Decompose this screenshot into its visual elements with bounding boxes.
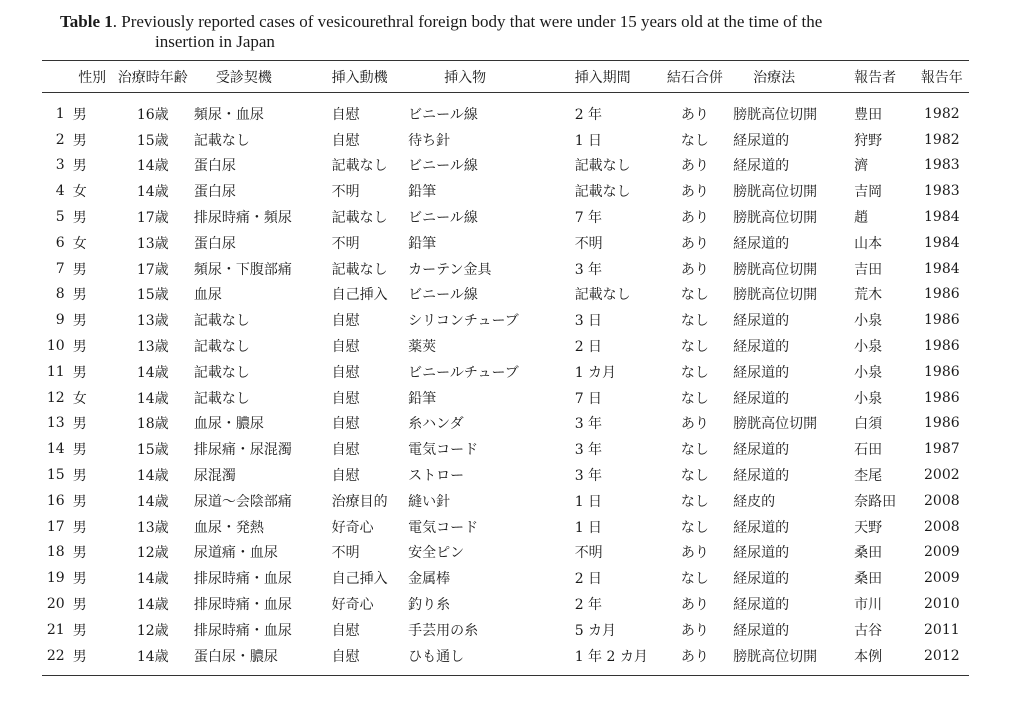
table-row — [42, 617, 969, 643]
cell-sex: 男 — [72, 364, 87, 381]
cell-no: 16 — [46, 492, 65, 509]
cell-object: 糸ハンダ — [408, 416, 464, 433]
cell-stone: なし — [680, 339, 709, 356]
cell-no: 10 — [46, 338, 65, 355]
caption-text: . Previously reported cases of vesicourethral foreign body that were under 15 years old at the time of the — [112, 12, 823, 31]
table-row — [42, 643, 969, 675]
table-row — [42, 436, 969, 462]
cell-reporter: 小泉 — [854, 390, 883, 407]
cell-stone: あり — [680, 235, 709, 252]
table-row — [42, 282, 969, 308]
cell-object: カーテン金具 — [408, 261, 492, 278]
cell-reason: 血尿・発熱 — [193, 519, 264, 536]
cell-no: 4 — [55, 183, 65, 200]
header-period: 挿入期間 — [574, 69, 631, 86]
cell-year: 1986 — [924, 363, 960, 380]
cell-period: 記載なし — [574, 287, 631, 304]
cell-reporter: 天野 — [854, 519, 883, 536]
cell-period: 2 年 — [574, 597, 603, 614]
cell-year: 2011 — [924, 621, 960, 638]
cell-reporter: 奈路田 — [854, 493, 897, 510]
table-header — [42, 61, 969, 93]
cell-reporter: 小泉 — [854, 339, 883, 356]
cell-stone: あり — [680, 261, 709, 278]
cell-reason: 頻尿・血尿 — [193, 106, 264, 123]
cell-motive: 自慰 — [331, 468, 360, 485]
cell-age: 16歳 — [136, 106, 169, 123]
cell-treatment: 経尿道的 — [733, 364, 790, 381]
table-row — [42, 204, 969, 230]
cell-sex: 男 — [72, 339, 87, 356]
cell-stone: なし — [680, 468, 709, 485]
cell-year: 1986 — [924, 415, 960, 432]
cell-treatment: 経尿道的 — [733, 519, 790, 536]
cell-sex: 男 — [72, 210, 87, 227]
cell-reason: 尿道痛・血尿 — [193, 545, 278, 562]
cell-sex: 男 — [72, 622, 87, 639]
cell-motive: 自己挿入 — [331, 571, 388, 588]
cell-age: 14歳 — [136, 648, 169, 665]
cell-motive: 自慰 — [331, 313, 360, 330]
table-row — [42, 462, 969, 488]
cell-motive: 自慰 — [331, 390, 360, 407]
cell-object: シリコンチューブ — [408, 313, 519, 330]
cell-period: 3 年 — [574, 468, 603, 485]
cell-year: 1984 — [924, 260, 960, 277]
cell-object: 釣り糸 — [408, 597, 451, 614]
cell-object: 安全ピン — [408, 545, 465, 562]
cell-period: 1 カ月 — [574, 364, 617, 381]
cell-year: 1987 — [924, 441, 960, 458]
table-label: Table 1 — [60, 12, 113, 31]
cell-object: 鉛筆 — [408, 184, 437, 201]
cell-stone: なし — [680, 313, 709, 330]
cell-no: 7 — [55, 260, 65, 277]
cell-sex: 男 — [72, 519, 87, 536]
cell-age: 14歳 — [136, 364, 169, 381]
cell-no: 3 — [55, 157, 65, 174]
cell-treatment: 経尿道的 — [733, 597, 790, 614]
cell-period: 不明 — [574, 235, 603, 252]
cell-period: 1 日 — [574, 519, 603, 536]
cell-object: 鉛筆 — [408, 235, 437, 252]
cell-motive: 不明 — [331, 235, 360, 252]
cell-treatment: 経尿道的 — [733, 390, 790, 407]
table-row — [42, 178, 969, 204]
cell-treatment: 膀胱高位切開 — [733, 261, 818, 278]
table-row — [42, 385, 969, 411]
cell-treatment: 膀胱高位切開 — [733, 184, 818, 201]
cell-motive: 記載なし — [331, 158, 388, 175]
cell-year: 2009 — [924, 570, 960, 587]
cell-reason: 排尿時痛・血尿 — [193, 622, 292, 639]
cell-treatment: 膀胱高位切開 — [733, 648, 818, 665]
cell-age: 15歳 — [136, 442, 169, 459]
cell-stone: あり — [680, 158, 709, 175]
cell-reporter: 荒木 — [854, 287, 883, 304]
cell-sex: 男 — [72, 493, 87, 510]
cell-object: ひも通し — [408, 648, 465, 665]
cell-object: ビニール線 — [408, 106, 478, 123]
cell-year: 1984 — [924, 234, 960, 251]
cell-object: 縫い針 — [408, 493, 451, 510]
cell-period: 1 年 2 カ月 — [574, 648, 648, 665]
cell-reason: 排尿時痛・血尿 — [193, 571, 292, 588]
table-row — [42, 307, 969, 333]
cell-no: 20 — [46, 596, 65, 613]
cell-object: 鉛筆 — [408, 390, 437, 407]
cell-motive: 自慰 — [331, 622, 360, 639]
cell-year: 2012 — [924, 647, 960, 664]
cell-treatment: 経尿道的 — [733, 442, 790, 459]
cell-period: 7 年 — [574, 210, 603, 227]
cell-period: 1 日 — [574, 493, 603, 510]
cell-reason: 血尿・膿尿 — [193, 416, 264, 433]
table-row — [42, 256, 969, 282]
table-row — [42, 565, 969, 591]
table-row — [42, 514, 969, 540]
cell-sex: 男 — [72, 571, 87, 588]
cell-no: 15 — [46, 467, 65, 484]
cell-treatment: 経尿道的 — [733, 339, 790, 356]
cell-no: 1 — [55, 105, 65, 122]
cell-age: 14歳 — [136, 158, 169, 175]
cell-reporter: 山本 — [854, 235, 883, 252]
cell-reporter: 趙 — [854, 210, 869, 227]
cell-no: 9 — [55, 312, 65, 329]
cell-reporter: 桑田 — [854, 545, 883, 562]
cell-stone: あり — [680, 545, 709, 562]
caption-text-continued: insertion in Japan — [155, 32, 275, 51]
cell-reporter: 市川 — [854, 597, 883, 614]
cell-treatment: 膀胱高位切開 — [733, 210, 818, 227]
cell-period: 3 年 — [574, 442, 603, 459]
cell-no: 17 — [46, 518, 65, 535]
header-treatment: 治療法 — [753, 69, 796, 86]
cell-age: 14歳 — [136, 390, 169, 407]
cell-reason: 排尿痛・尿混濁 — [193, 442, 292, 459]
cell-sex: 男 — [72, 416, 87, 433]
cell-reporter: 豊田 — [854, 106, 883, 123]
cell-sex: 女 — [72, 235, 87, 252]
cell-period: 2 日 — [574, 339, 603, 356]
cell-treatment: 膀胱高位切開 — [733, 287, 818, 304]
cell-period: 記載なし — [574, 158, 631, 175]
cell-year: 1986 — [924, 312, 960, 329]
cell-year: 2008 — [924, 518, 960, 535]
cell-year: 1986 — [924, 286, 960, 303]
cell-stone: なし — [680, 132, 709, 149]
cell-age: 12歳 — [136, 622, 169, 639]
cell-stone: なし — [680, 364, 709, 381]
cell-no: 22 — [46, 647, 65, 664]
table-row — [42, 540, 969, 566]
cell-reporter: 杢尾 — [854, 468, 883, 485]
cell-stone: あり — [680, 184, 709, 201]
cell-period: 記載なし — [574, 184, 631, 201]
cell-treatment: 経尿道的 — [733, 545, 790, 562]
cell-no: 5 — [55, 209, 65, 226]
header-reason: 受診契機 — [215, 69, 272, 86]
cell-treatment: 経尿道的 — [733, 158, 790, 175]
cell-sex: 男 — [72, 468, 87, 485]
cell-sex: 男 — [72, 313, 87, 330]
cell-stone: なし — [680, 493, 709, 510]
cell-period: 3 年 — [574, 261, 603, 278]
cell-reason: 記載なし — [193, 132, 250, 149]
header-motive: 挿入動機 — [331, 69, 388, 86]
cell-year: 1986 — [924, 389, 960, 406]
cell-object: ビニール線 — [408, 210, 478, 227]
cell-no: 12 — [46, 389, 65, 406]
cell-age: 14歳 — [136, 597, 169, 614]
cell-treatment: 経尿道的 — [733, 313, 790, 330]
table-row — [42, 153, 969, 179]
cell-no: 8 — [55, 286, 65, 303]
cell-motive: 自慰 — [331, 106, 360, 123]
header-reporter: 報告者 — [854, 69, 897, 86]
cell-object: ストロー — [408, 468, 465, 485]
cell-sex: 男 — [72, 132, 87, 149]
cell-reason: 血尿 — [193, 287, 222, 304]
cell-age: 17歳 — [136, 261, 169, 278]
cell-year: 1983 — [924, 157, 960, 174]
cell-object: 金属棒 — [408, 571, 451, 588]
cell-reason: 蛋白尿 — [193, 184, 236, 201]
header-no — [42, 61, 71, 93]
cell-stone: なし — [680, 519, 709, 536]
cell-no: 6 — [55, 234, 65, 251]
cell-motive: 自慰 — [331, 339, 360, 356]
cell-age: 14歳 — [136, 493, 169, 510]
cell-reason: 記載なし — [193, 364, 250, 381]
cell-no: 13 — [46, 415, 65, 432]
cell-motive: 自慰 — [331, 132, 360, 149]
cell-treatment: 経尿道的 — [733, 132, 790, 149]
table-row — [42, 333, 969, 359]
cell-period: 5 カ月 — [574, 622, 617, 639]
cell-motive: 自慰 — [331, 416, 360, 433]
cell-motive: 好奇心 — [331, 519, 374, 536]
cell-no: 2 — [55, 131, 65, 148]
cell-year: 1982 — [924, 105, 960, 122]
cell-no: 19 — [46, 570, 65, 587]
cell-motive: 好奇心 — [331, 597, 374, 614]
header-age: 治療時年齢 — [117, 69, 188, 86]
cell-motive: 自己挿入 — [331, 287, 388, 304]
table-row — [42, 127, 969, 153]
cell-period: 7 日 — [574, 390, 603, 407]
cell-treatment: 経皮的 — [733, 493, 776, 510]
cell-motive: 記載なし — [331, 261, 388, 278]
cell-reporter: 小泉 — [854, 364, 883, 381]
cell-object: 電気コード — [408, 519, 479, 536]
cell-reporter: 本例 — [854, 648, 883, 665]
header-object: 挿入物 — [444, 69, 487, 86]
cell-reason: 記載なし — [193, 339, 250, 356]
cell-object: 薬莢 — [408, 339, 437, 356]
header-year: 報告年 — [920, 69, 963, 86]
cell-period: 2 年 — [574, 106, 603, 123]
cell-reporter: 白須 — [854, 416, 883, 433]
cell-period: 2 日 — [574, 571, 603, 588]
cell-motive: 自慰 — [331, 648, 360, 665]
cell-no: 11 — [46, 363, 65, 380]
cell-treatment: 経尿道的 — [733, 468, 790, 485]
cell-year: 2008 — [924, 492, 960, 509]
cell-year: 2002 — [924, 467, 960, 484]
cell-reason: 尿道～会陰部痛 — [193, 493, 292, 510]
cell-motive: 不明 — [331, 545, 360, 562]
cell-stone: あり — [680, 648, 709, 665]
cell-stone: あり — [680, 597, 709, 614]
table-row — [42, 359, 969, 385]
table-row — [42, 230, 969, 256]
cell-age: 13歳 — [136, 235, 169, 252]
cell-reporter: 小泉 — [854, 313, 883, 330]
cell-reporter: 吉岡 — [854, 184, 883, 201]
cell-reporter: 石田 — [854, 442, 883, 459]
cell-age: 13歳 — [136, 519, 169, 536]
cell-treatment: 経尿道的 — [733, 571, 790, 588]
cell-sex: 女 — [72, 184, 87, 201]
cell-treatment: 経尿道的 — [733, 622, 790, 639]
table-row — [42, 488, 969, 514]
cell-period: 1 日 — [574, 132, 603, 149]
cell-year: 2010 — [924, 596, 960, 613]
cell-reason: 蛋白尿 — [193, 158, 236, 175]
cell-reporter: 古谷 — [854, 622, 883, 639]
cell-object: 待ち針 — [408, 132, 451, 149]
cell-reason: 排尿時痛・血尿 — [193, 597, 292, 614]
cell-object: ビニールチューブ — [408, 364, 519, 381]
cell-age: 14歳 — [136, 184, 169, 201]
cell-age: 15歳 — [136, 132, 169, 149]
cell-age: 18歳 — [136, 416, 169, 433]
table-caption — [60, 12, 960, 52]
cell-reporter: 吉田 — [854, 261, 883, 278]
cell-stone: あり — [680, 416, 709, 433]
cell-reason: 排尿時痛・頻尿 — [193, 210, 292, 227]
cell-sex: 男 — [72, 106, 87, 123]
cell-reporter: 濟 — [854, 158, 869, 175]
cell-sex: 男 — [72, 648, 87, 665]
table-row — [42, 93, 969, 127]
cell-reporter: 狩野 — [854, 132, 883, 149]
cell-no: 14 — [46, 441, 65, 458]
cell-reason: 記載なし — [193, 313, 250, 330]
cell-sex: 男 — [72, 442, 87, 459]
cell-stone: なし — [680, 442, 709, 459]
cell-sex: 女 — [72, 390, 87, 407]
cell-sex: 男 — [72, 261, 87, 278]
cell-age: 13歳 — [136, 339, 169, 356]
cell-age: 14歳 — [136, 571, 169, 588]
cell-reason: 記載なし — [193, 390, 250, 407]
cell-no: 18 — [46, 544, 65, 561]
cell-sex: 男 — [72, 287, 87, 304]
table-row — [42, 411, 969, 437]
cell-sex: 男 — [72, 597, 87, 614]
header-sex: 性別 — [78, 69, 107, 86]
cell-object: ビニール線 — [408, 287, 478, 304]
cell-year: 2009 — [924, 544, 960, 561]
case-table — [42, 60, 969, 676]
cell-motive: 自慰 — [331, 364, 360, 381]
cell-reporter: 桑田 — [854, 571, 883, 588]
cell-age: 13歳 — [136, 313, 169, 330]
cell-sex: 男 — [72, 545, 87, 562]
cell-object: ビニール線 — [408, 158, 478, 175]
cell-stone: あり — [680, 106, 709, 123]
cell-age: 17歳 — [136, 210, 169, 227]
header-stone: 結石合併 — [666, 69, 723, 86]
cell-age: 14歳 — [136, 468, 169, 485]
cell-motive: 治療目的 — [331, 493, 388, 510]
cell-treatment: 経尿道的 — [733, 235, 790, 252]
cell-age: 12歳 — [136, 545, 169, 562]
cell-no: 21 — [46, 621, 65, 638]
cell-stone: あり — [680, 210, 709, 227]
cell-period: 3 日 — [574, 313, 603, 330]
cell-stone: なし — [680, 390, 709, 407]
cell-period: 不明 — [574, 545, 603, 562]
cell-stone: なし — [680, 287, 709, 304]
cell-year: 1984 — [924, 209, 960, 226]
cell-age: 15歳 — [136, 287, 169, 304]
cell-object: 電気コード — [408, 442, 479, 459]
cell-sex: 男 — [72, 158, 87, 175]
cell-reason: 尿混濁 — [193, 468, 236, 485]
cell-treatment: 膀胱高位切開 — [733, 416, 818, 433]
cell-treatment: 膀胱高位切開 — [733, 106, 818, 123]
cell-stone: なし — [680, 571, 709, 588]
cell-motive: 不明 — [331, 184, 360, 201]
table-row — [42, 591, 969, 617]
cell-year: 1983 — [924, 183, 960, 200]
cell-year: 1986 — [924, 338, 960, 355]
cell-stone: あり — [680, 622, 709, 639]
cell-motive: 自慰 — [331, 442, 360, 459]
cell-period: 3 年 — [574, 416, 603, 433]
header-row — [42, 61, 969, 93]
cell-reason: 頻尿・下腹部痛 — [193, 261, 292, 278]
cell-reason: 蛋白尿・膿尿 — [193, 648, 278, 665]
cell-motive: 記載なし — [331, 210, 388, 227]
cell-object: 手芸用の糸 — [408, 622, 479, 639]
cell-reason: 蛋白尿 — [193, 235, 236, 252]
cell-year: 1982 — [924, 131, 960, 148]
table-body — [42, 93, 969, 676]
